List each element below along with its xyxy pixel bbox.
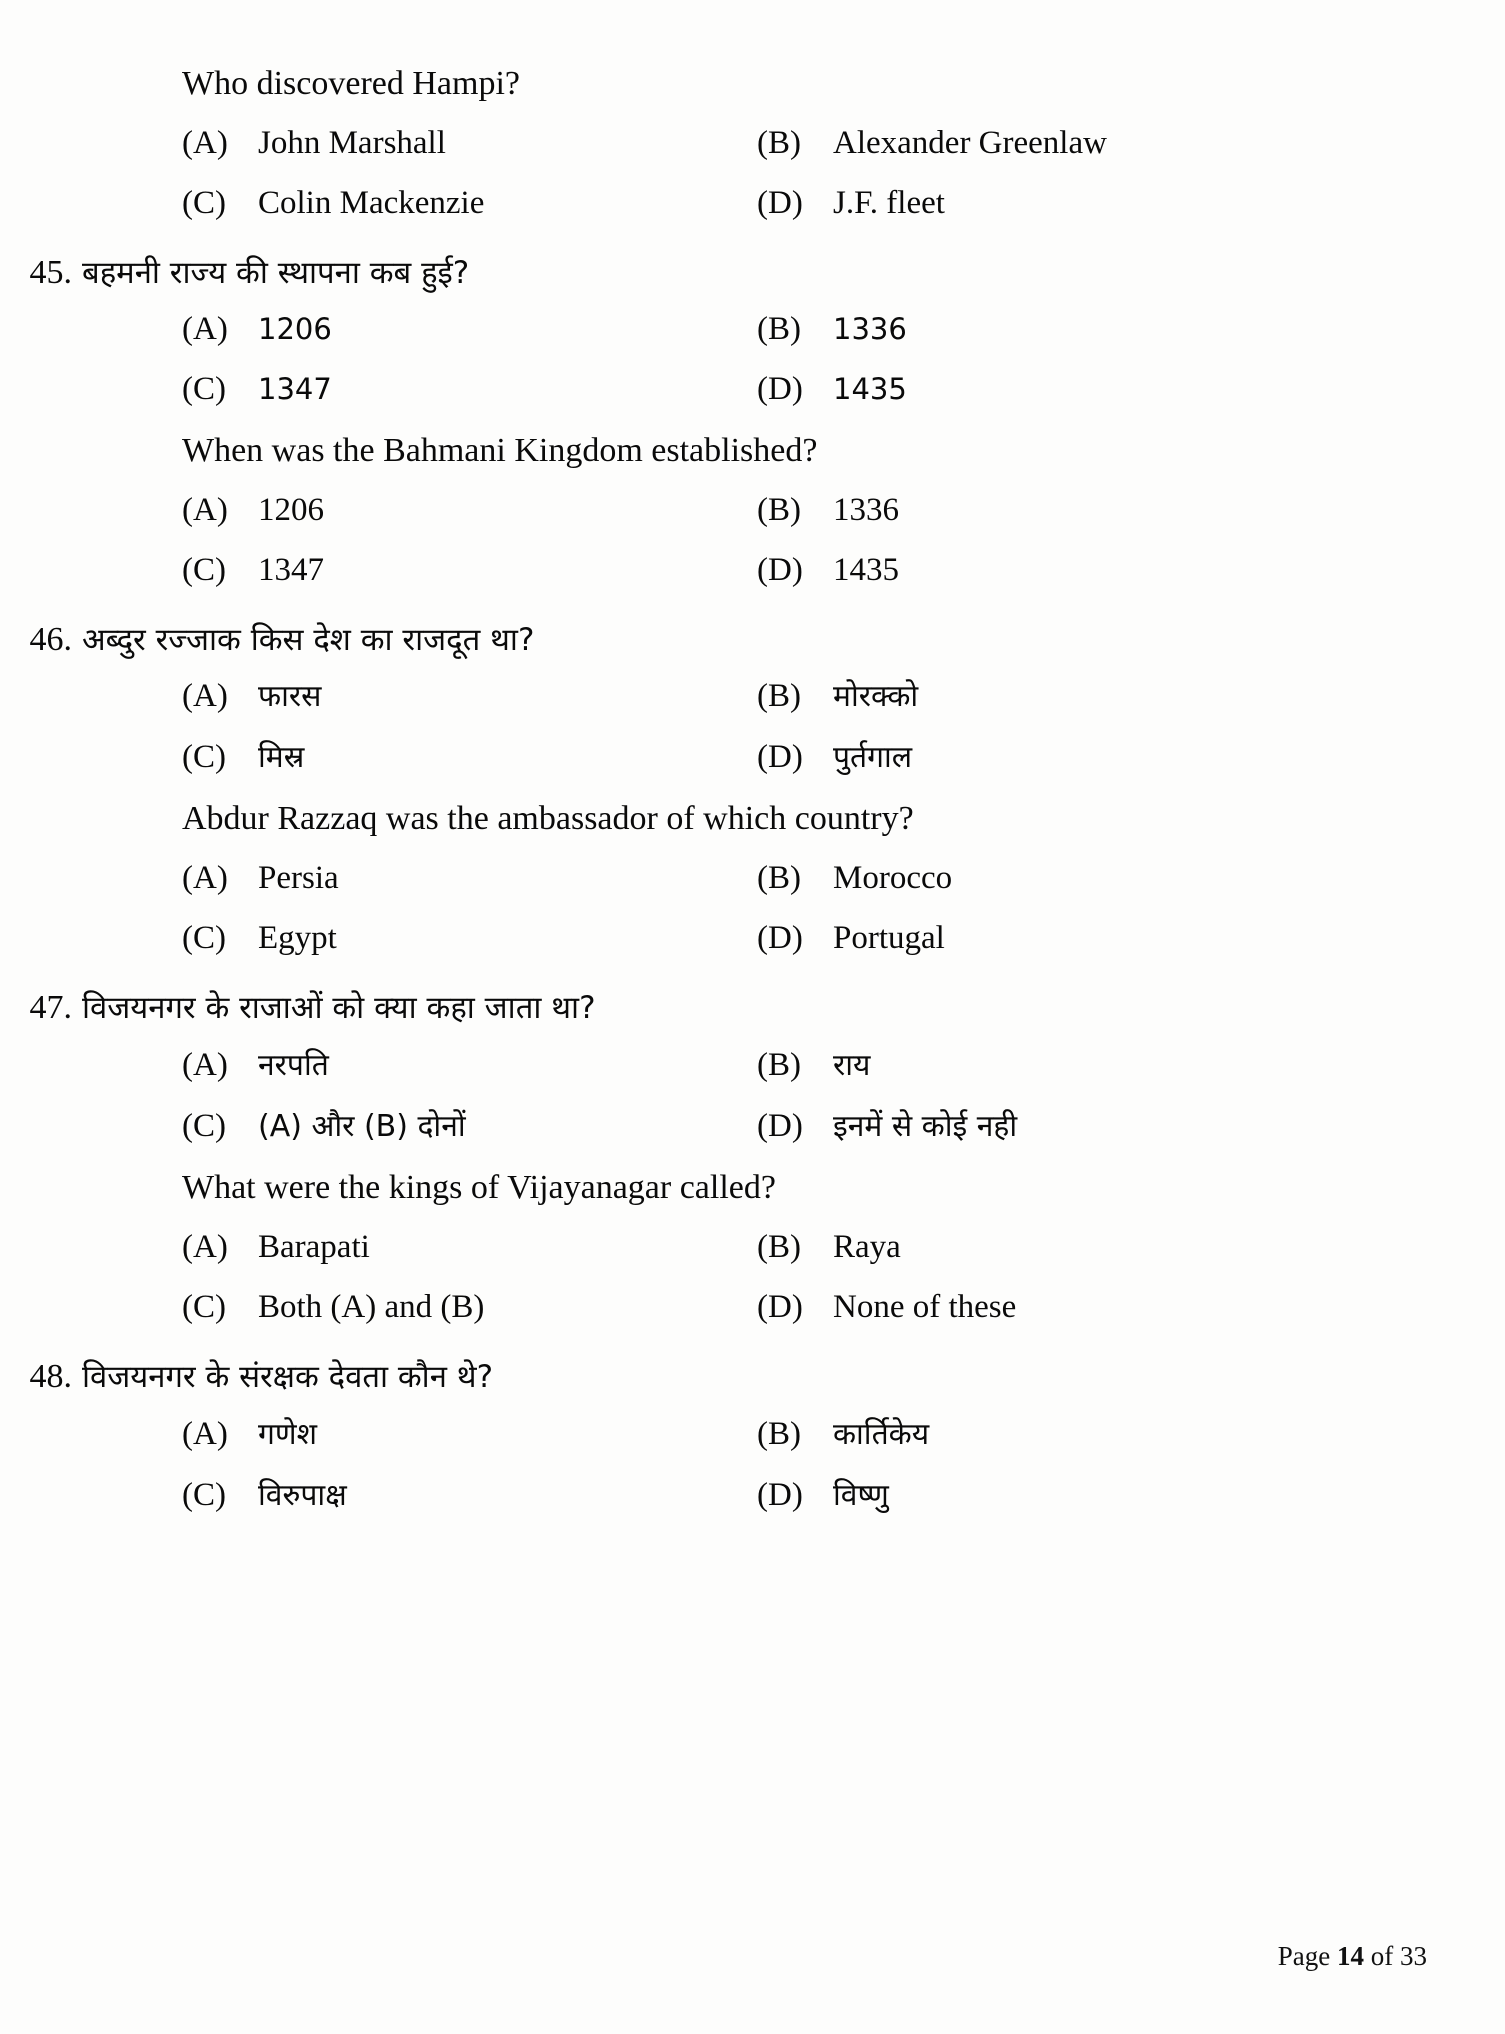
option-text: Colin Mackenzie: [258, 185, 485, 222]
option-text: John Marshall: [258, 125, 446, 162]
option-text: 1435: [833, 371, 907, 406]
options-grid-english: [182, 492, 1332, 590]
option-tag: (B): [757, 1047, 801, 1084]
option-text: Raya: [833, 1229, 901, 1266]
option-d[interactable]: [757, 738, 1332, 777]
footer-prefix: Page: [1277, 1941, 1331, 1971]
option-text: इनमें से कोई नही: [833, 1109, 1018, 1145]
options-grid-english: [182, 1229, 1332, 1327]
option-a[interactable]: [182, 492, 757, 530]
option-tag: (B): [757, 1229, 801, 1266]
option-text: 1347: [258, 551, 324, 588]
option-d[interactable]: [757, 185, 1332, 223]
option-tag: (C): [182, 1108, 226, 1145]
option-text: Alexander Greenlaw: [833, 125, 1107, 162]
option-text: Egypt: [258, 920, 337, 957]
options-grid-hindi: [182, 311, 1332, 409]
options-row: [182, 677, 1332, 716]
option-tag: (B): [757, 310, 801, 347]
option-text: नरपति: [258, 1048, 329, 1084]
option-text: (A) और (B) दोनों: [258, 1109, 466, 1145]
option-tag: (D): [757, 739, 803, 776]
option-tag: (B): [757, 491, 801, 528]
options-row: [182, 738, 1332, 777]
option-c[interactable]: [182, 738, 757, 777]
option-d[interactable]: [757, 1289, 1332, 1327]
option-text: राय: [833, 1048, 871, 1084]
option-b[interactable]: [757, 125, 1332, 163]
option-b[interactable]: [757, 1415, 1332, 1454]
page-footer: [1278, 1941, 1427, 1972]
question-stem-hindi: बहमनी राज्य की स्थापना कब हुई?: [82, 254, 470, 291]
option-b[interactable]: [757, 492, 1332, 530]
question-stem-hindi-row: [0, 1357, 1505, 1397]
option-a[interactable]: [182, 860, 757, 898]
option-tag: (D): [757, 1476, 803, 1513]
options-grid-hindi: [182, 1415, 1332, 1515]
question-stem-hindi: विजयनगर के संरक्षक देवता कौन थे?: [82, 1359, 494, 1395]
question-stem-hindi: विजयनगर के राजाओं को क्या कहा जाता था?: [82, 990, 596, 1027]
option-text: Portugal: [833, 920, 945, 957]
option-b[interactable]: [757, 1229, 1332, 1267]
option-d[interactable]: [757, 1107, 1332, 1146]
option-text: 1206: [258, 311, 332, 346]
option-tag: (B): [757, 860, 801, 897]
question-stem-english: When was the Bahmani Kingdom established?: [182, 431, 818, 469]
question-block-hampi: [0, 64, 1505, 223]
option-tag: (A): [182, 1415, 228, 1452]
question-stem-hindi-row: [0, 988, 1505, 1028]
option-d[interactable]: [757, 1476, 1332, 1515]
options-row: [182, 860, 1332, 898]
question-stem-english: Abdur Razzaq was the ambassador of which country?: [182, 800, 914, 838]
option-text: 1336: [833, 311, 907, 346]
question-block-47: [0, 988, 1505, 1327]
option-text: Persia: [258, 860, 339, 897]
options-row: [182, 185, 1332, 223]
option-tag: (C): [182, 920, 226, 957]
option-c[interactable]: [182, 920, 757, 958]
option-d[interactable]: [757, 552, 1332, 590]
option-tag: (C): [182, 1289, 226, 1326]
option-text: फारस: [258, 679, 322, 715]
option-tag: (A): [182, 860, 228, 897]
options-row: [182, 920, 1332, 958]
options-row: [182, 1107, 1332, 1146]
footer-middle: of: [1370, 1941, 1394, 1971]
option-tag: (C): [182, 185, 226, 222]
option-tag: (A): [182, 125, 228, 162]
option-text: 1336: [833, 491, 899, 528]
options-row: [182, 1415, 1332, 1454]
option-text: 1435: [833, 551, 899, 588]
option-text: Barapati: [258, 1229, 370, 1266]
option-text: Both (A) and (B): [258, 1289, 485, 1326]
option-a[interactable]: [182, 677, 757, 716]
question-number: 45.: [29, 253, 72, 291]
footer-total-pages: 33: [1400, 1941, 1427, 1971]
options-row: [182, 1046, 1332, 1085]
option-d[interactable]: [757, 920, 1332, 958]
option-c[interactable]: [182, 185, 757, 223]
option-text: 1347: [258, 371, 332, 406]
option-tag: (C): [182, 370, 226, 407]
option-tag: (A): [182, 678, 228, 715]
option-tag: (B): [757, 678, 801, 715]
option-text: पुर्तगाल: [833, 740, 913, 776]
option-tag: (A): [182, 491, 228, 528]
option-tag: (D): [757, 370, 803, 407]
option-tag: (D): [757, 920, 803, 957]
question-block-45: [0, 253, 1505, 590]
options-row: [182, 552, 1332, 590]
option-text: 1206: [258, 491, 324, 528]
option-text: मिस्र: [258, 740, 305, 776]
option-text: None of these: [833, 1289, 1017, 1326]
option-text: विष्णु: [833, 1477, 889, 1513]
question-stem-hindi-row: [0, 620, 1505, 660]
question-number: 46.: [29, 620, 72, 658]
option-text: J.F. fleet: [833, 185, 945, 222]
option-tag: (D): [757, 1289, 803, 1326]
option-b[interactable]: [757, 1046, 1332, 1085]
option-b[interactable]: [757, 677, 1332, 716]
option-tag: (C): [182, 1476, 226, 1513]
options-grid-hindi: [182, 677, 1332, 777]
footer-page-number: 14: [1337, 1941, 1364, 1971]
option-b[interactable]: [757, 860, 1332, 898]
option-c[interactable]: [182, 1107, 757, 1146]
option-tag: (D): [757, 185, 803, 222]
option-b[interactable]: [757, 311, 1332, 349]
option-tag: (A): [182, 1047, 228, 1084]
options-grid: [182, 125, 1332, 223]
option-text: मोरक्को: [833, 679, 919, 715]
option-a[interactable]: [182, 1415, 757, 1454]
option-tag: (C): [182, 551, 226, 588]
option-c[interactable]: [182, 371, 757, 409]
option-c[interactable]: [182, 1289, 757, 1327]
option-text: विरुपाक्ष: [258, 1477, 347, 1513]
option-a[interactable]: [182, 1046, 757, 1085]
options-row: [182, 311, 1332, 349]
options-row: [182, 1476, 1332, 1515]
option-d[interactable]: [757, 371, 1332, 409]
options-grid-english: [182, 860, 1332, 958]
question-stem-hindi-row: [0, 253, 1505, 293]
options-grid-hindi: [182, 1046, 1332, 1146]
option-tag: (A): [182, 1229, 228, 1266]
options-row: [182, 1289, 1332, 1327]
option-tag: (D): [757, 1108, 803, 1145]
option-a[interactable]: [182, 1229, 757, 1267]
option-tag: (C): [182, 739, 226, 776]
option-tag: (B): [757, 1415, 801, 1452]
options-row: [182, 492, 1332, 530]
question-number: 48.: [29, 1358, 72, 1395]
option-tag: (B): [757, 125, 801, 162]
option-text: Morocco: [833, 860, 953, 897]
question-number: 47.: [29, 989, 72, 1027]
option-tag: (A): [182, 310, 228, 347]
question-stem-english: What were the kings of Vijayanagar called?: [182, 1169, 776, 1207]
options-row: [182, 371, 1332, 409]
question-block-48: [0, 1357, 1505, 1515]
option-text: कार्तिकेय: [833, 1416, 930, 1452]
question-stem-english: Who discovered Hampi?: [182, 65, 520, 102]
option-text: गणेश: [258, 1416, 317, 1452]
option-tag: (D): [757, 551, 803, 588]
question-stem-hindi: अब्दुर रज्जाक किस देश का राजदूत था?: [82, 621, 535, 658]
options-row: [182, 1229, 1332, 1267]
options-row: [182, 125, 1332, 163]
option-a[interactable]: [182, 311, 757, 349]
option-c[interactable]: [182, 552, 757, 590]
option-c[interactable]: [182, 1476, 757, 1515]
question-block-46: [0, 620, 1505, 959]
option-a[interactable]: [182, 125, 757, 163]
